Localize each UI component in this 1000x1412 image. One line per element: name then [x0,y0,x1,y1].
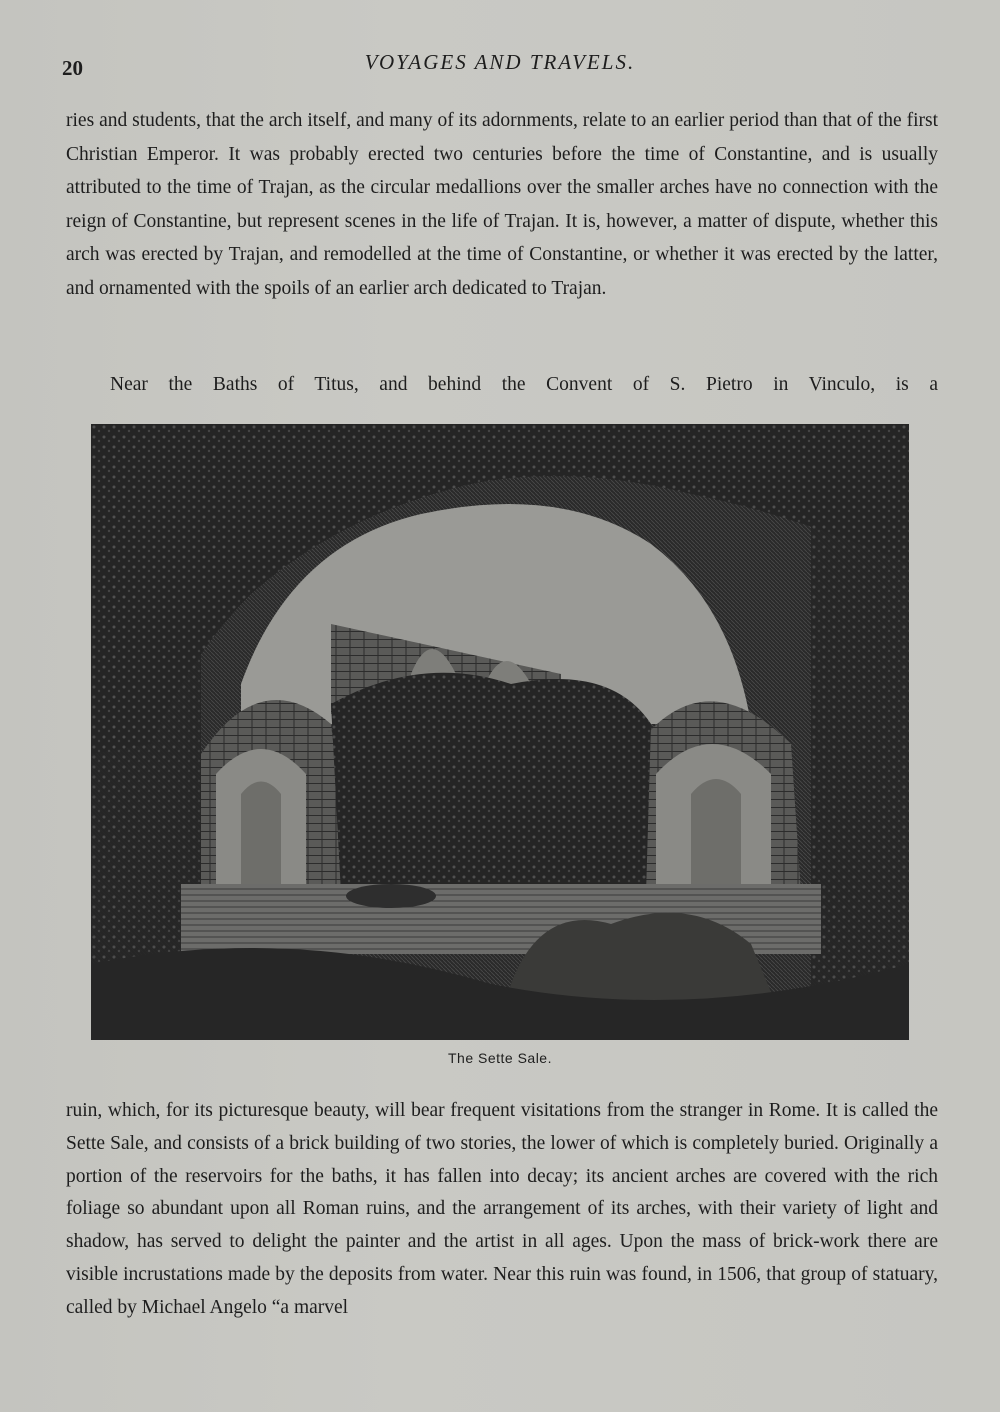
engraving-artwork [91,424,909,1040]
paragraph-continuation: ries and students, that the arch itself, and many of its adornments, relate to an earlier period than that of the first Christian Emperor. It was probably erected two centuries before the time of Constantine, and is usually attributed to the time of Trajan, as the circular medallions over the smaller arches have no connection with the reign of Constantine, but represent scenes in the life of Trajan. It is, however, a matter of dispute, whether this arch was erected by Trajan, and remodelled at the time of Constantine, or whether it was erected by the latter, and ornamented with the spoils of an earlier arch dedicated to Trajan. [66,110,938,299]
engraving-illustration [91,424,909,1040]
running-title: VOYAGES AND TRAVELS. [364,50,636,74]
page-number: 20 [62,56,83,80]
paragraph-intro: Near the Baths of Titus, and behind the Convent of S. Pietro in Vinculo, is a [110,374,938,395]
figure-caption: The Sette Sale. [447,1050,552,1066]
paragraph-sette-sale: ruin, which, for its picturesque beauty, will bear frequent visitations from the stranger in Rome. It is called the Sette Sale, and consists of a brick building of two stories, the lower of which is completely buried. Originally a portion of the reservoirs for the baths, it has fallen into decay; its ancient arches are covered with the rich foliage so abundant upon all Roman ruins, and the arrangement of its arches, with their variety of light and shadow, has served to delight the painter and the artist in all ages. Upon the mass of brick-work there are visible incrustations made by the deposits from water. Near this ruin was found, in 1506, that group of statuary, called by Michael Angelo “a marvel [66,1100,938,1318]
